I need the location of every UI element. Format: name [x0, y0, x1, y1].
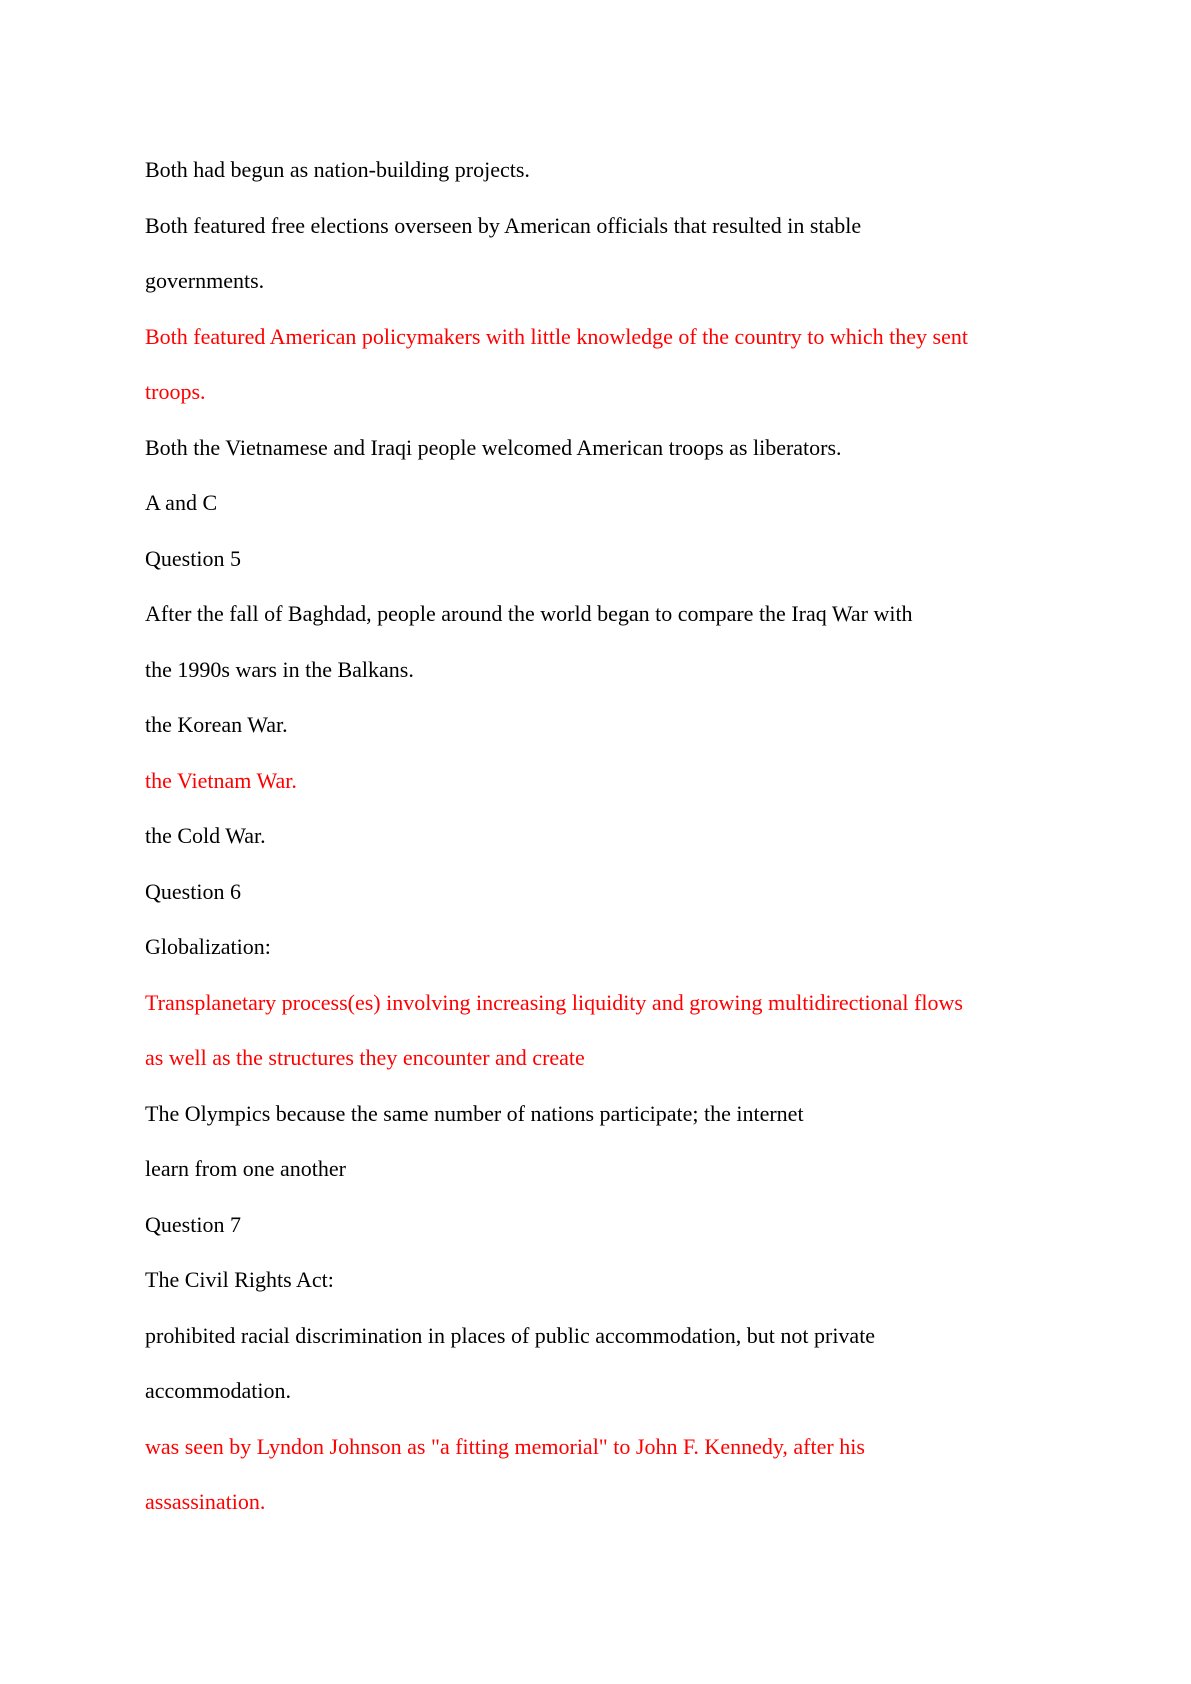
option-line: accommodation. [145, 1378, 292, 1403]
option-line: the Cold War. [145, 823, 266, 848]
answer-line: was seen by Lyndon Johnson as "a fitting memorial" to John F. Kennedy, after his [145, 1433, 865, 1459]
text-line: Both had begun as nation-building projects. [145, 157, 530, 182]
question-heading: Question 7 [145, 1211, 241, 1237]
question-prompt: After the fall of Baghdad, people around the world began to compare the Iraq War with [145, 601, 913, 626]
question-prompt: Globalization: [145, 934, 271, 959]
question-heading: Question 5 [145, 545, 241, 571]
answer-line: the Vietnam War. [145, 767, 297, 793]
answer-line: as well as the structures they encounter and create [145, 1045, 585, 1070]
question-heading: Question 6 [145, 878, 241, 904]
question-prompt: The Civil Rights Act: [145, 1267, 334, 1292]
option-line: The Olympics because the same number of nations participate; the internet [145, 1100, 804, 1126]
text-line: governments. [145, 268, 265, 293]
document-body [145, 142, 1085, 1530]
answer-line: Transplanetary process(es) involving increasing liquidity and growing multidirectional flows [145, 989, 963, 1015]
answer-line: assassination. [145, 1489, 266, 1514]
answer-line: Both featured American policymakers with little knowledge of the country to which they sent [145, 323, 968, 349]
option-line: the Korean War. [145, 712, 288, 737]
answer-line: troops. [145, 379, 206, 404]
option-line: prohibited racial discrimination in places of public accommodation, but not private [145, 1322, 876, 1348]
text-line: Both featured free elections overseen by American officials that resulted in stable [145, 212, 862, 238]
option-line: the 1990s wars in the Balkans. [145, 656, 414, 682]
option-line: learn from one another [145, 1156, 346, 1181]
text-line: Both the Vietnamese and Iraqi people welcomed American troops as liberators. [145, 434, 842, 460]
text-line: A and C [145, 490, 218, 515]
